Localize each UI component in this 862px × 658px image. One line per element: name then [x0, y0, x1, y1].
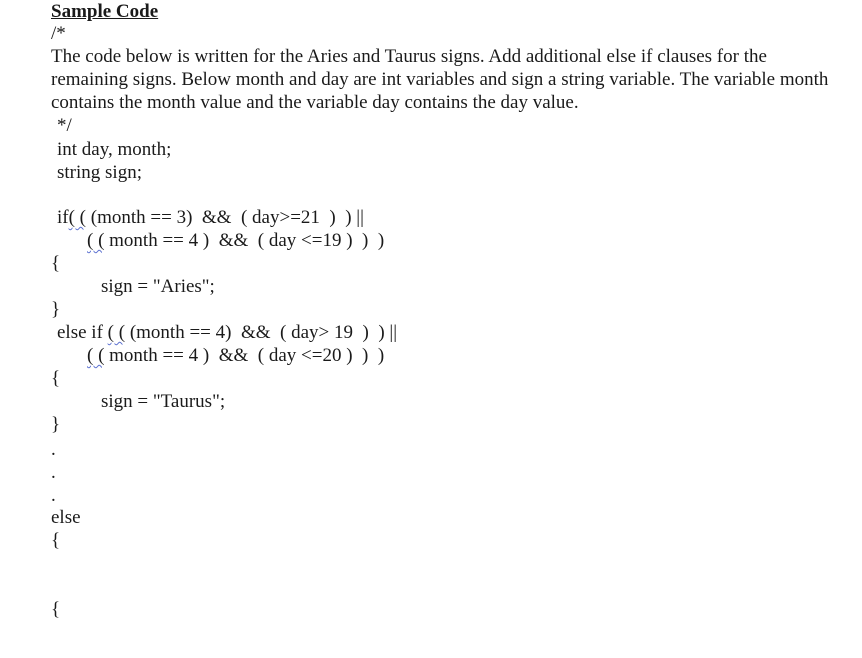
else-if-keyword: else if	[57, 322, 103, 343]
assign-taurus: sign = "Taurus";	[101, 391, 226, 412]
if-aries-line-2	[87, 229, 384, 252]
spell-squiggle: ( (	[87, 345, 105, 366]
brace-open: {	[51, 599, 61, 620]
declaration-int: int day, month;	[57, 139, 172, 160]
if-condition-text: (month == 4) && ( day> 19 ) ) ||	[125, 322, 397, 343]
if-condition-text: month == 4 ) && ( day <=19 ) ) )	[104, 230, 385, 251]
declaration-string: string sign;	[57, 162, 142, 183]
spell-squiggle: ( (	[107, 322, 126, 343]
elseif-taurus-line-2	[87, 344, 384, 367]
assign-aries: sign = "Aries";	[101, 276, 215, 297]
ellipsis-dot: .	[51, 462, 56, 483]
else-keyword: else	[51, 507, 81, 528]
brace-close: }	[51, 299, 61, 320]
spell-squiggle: ( (	[87, 230, 105, 251]
brace-open: {	[51, 253, 61, 274]
if-condition-text: month == 4 ) && ( day <=20 ) ) )	[104, 345, 385, 366]
elseif-taurus-line-1	[57, 321, 397, 344]
ellipsis-dot: .	[51, 439, 56, 460]
brace-close: }	[51, 414, 61, 435]
comment-open: /*	[51, 23, 66, 44]
ellipsis-dot: .	[51, 485, 56, 506]
document-title: Sample Code	[51, 1, 159, 22]
if-aries-line-1	[57, 206, 364, 229]
comment-close: */	[57, 115, 72, 136]
if-condition-text: (month == 3) && ( day>=21 ) ) ||	[86, 207, 364, 228]
brace-open: {	[51, 368, 61, 389]
description-paragraph: The code below is written for the Aries and Taurus signs. Add additional else if clauses for the remaining signs. Below month and day are int variables and sign a string variable. The variable month contains the month value and the variable day contains the day value.	[51, 46, 829, 113]
brace-open: {	[51, 530, 61, 551]
if-keyword: if	[57, 207, 69, 228]
spell-squiggle: ( (	[68, 207, 87, 228]
